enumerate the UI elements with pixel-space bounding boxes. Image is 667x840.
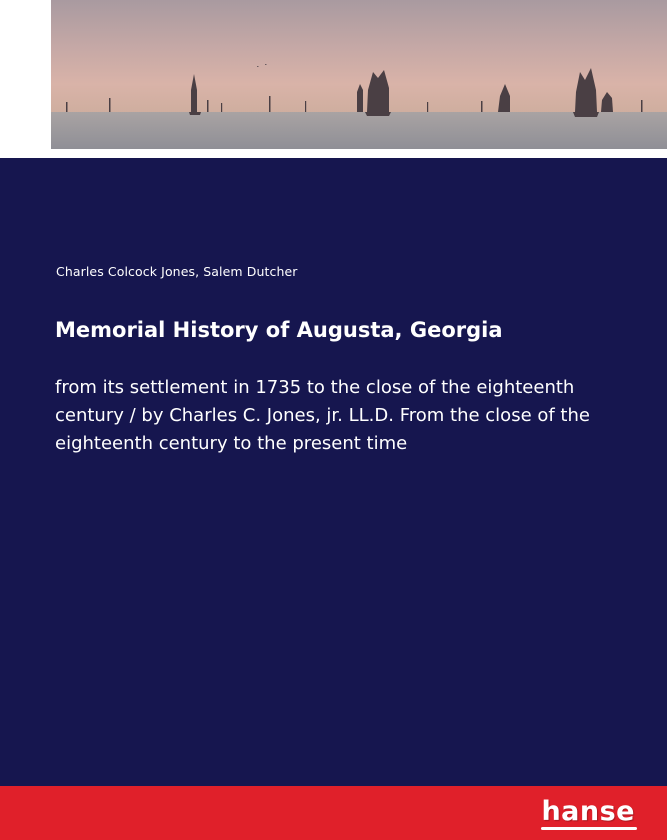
book-authors: Charles Colcock Jones, Salem Dutcher: [56, 264, 298, 279]
book-title: Memorial History of Augusta, Georgia: [55, 318, 503, 342]
cover-background: [0, 158, 667, 786]
photo-band: [0, 0, 667, 158]
publisher-logo: hanse: [541, 796, 635, 827]
cover-photo-tall-ships: [51, 0, 667, 149]
publisher-logo-swoosh: [541, 827, 637, 830]
book-subtitle: from its settlement in 1735 to the close of the eighteenth century / by Charles C. Jones, jr. LL.D. From the close of the eighteenth century to the present time: [55, 377, 590, 454]
